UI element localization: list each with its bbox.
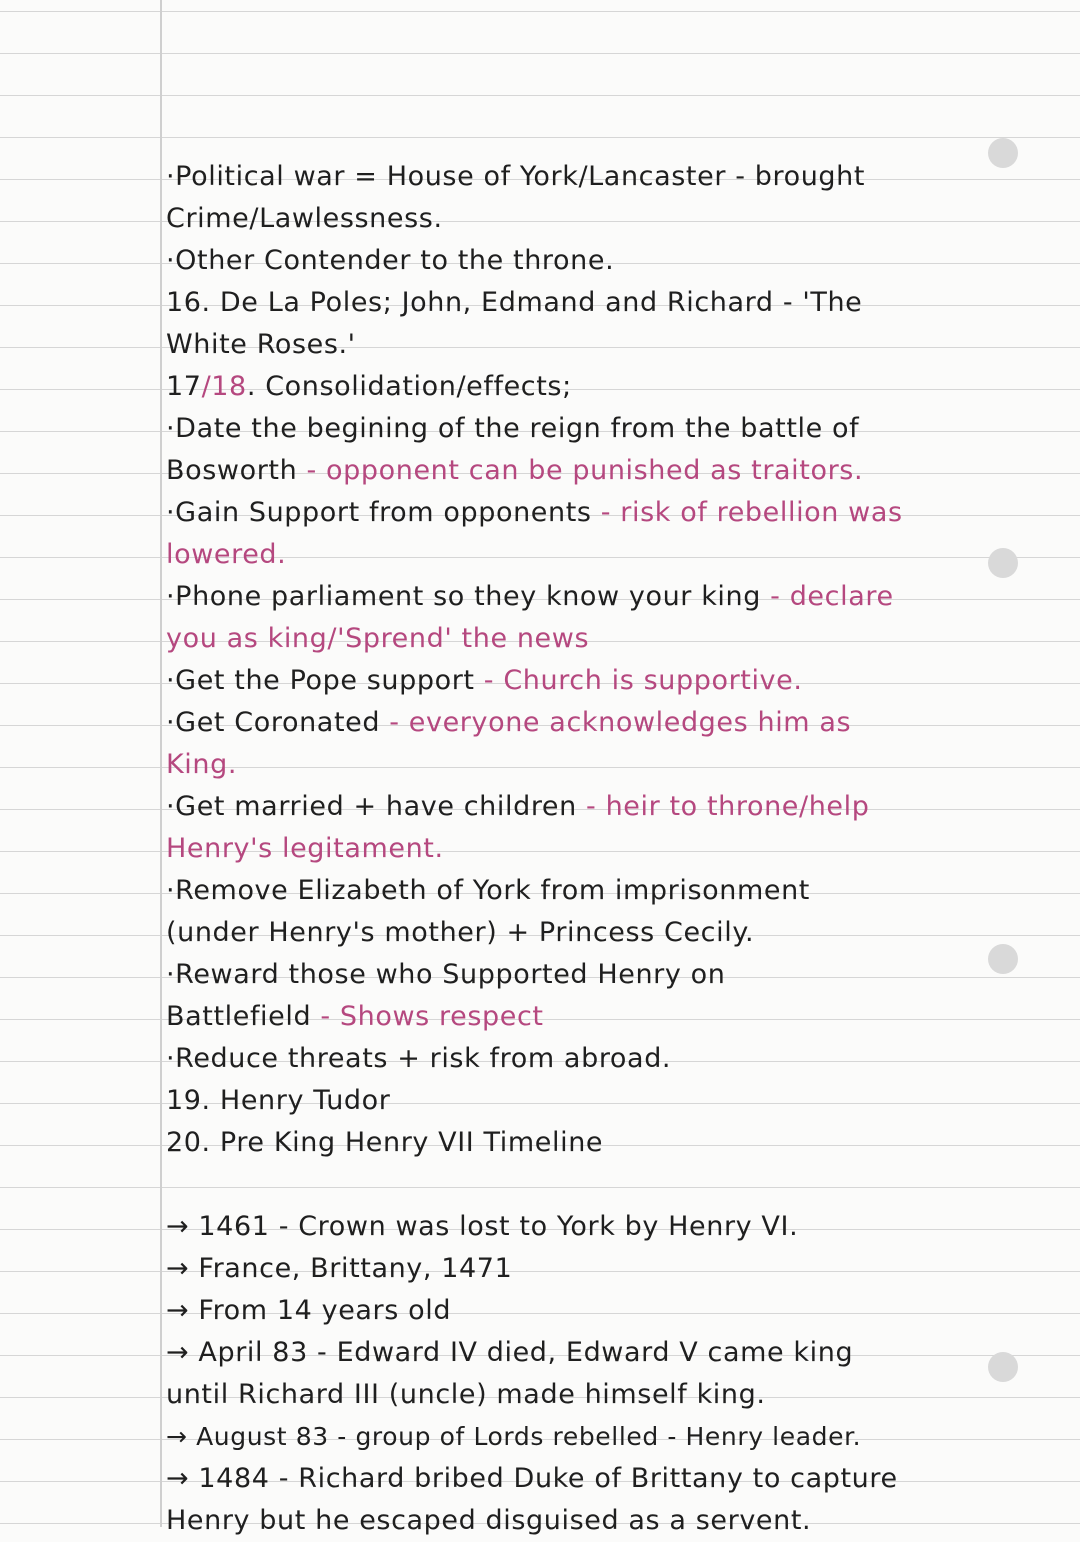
note-line (166, 1248, 1056, 1290)
note-line (166, 1122, 1056, 1164)
note-text: 19. Henry Tudor (166, 1085, 391, 1116)
note-text: → France, Brittany, 1471 (166, 1253, 513, 1284)
note-pink-text: - Shows respect (320, 1001, 544, 1032)
note-pink-text: - opponent can be punished as traitors. (306, 455, 864, 486)
note-line (166, 1038, 1056, 1080)
note-text: ·Get the Pope support (166, 665, 484, 696)
note-line (166, 996, 1056, 1038)
note-line (166, 1080, 1056, 1122)
note-text: until Richard III (uncle) made himself king. (166, 1379, 766, 1410)
note-line (166, 954, 1056, 996)
note-text: → 1461 - Crown was lost to York by Henry VI. (166, 1211, 799, 1242)
note-text: (under Henry's mother) + Princess Cecily. (166, 917, 755, 948)
note-text: ·Phone parliament so they know your king (166, 581, 771, 612)
note-text: ·Political war = House of York/Lancaster - brought (166, 161, 866, 192)
note-line (166, 702, 1056, 744)
note-line (166, 1206, 1056, 1248)
note-text: → August 83 - group of Lords rebelled - Henry leader. (166, 1422, 862, 1451)
note-line (166, 828, 1056, 870)
note-text: 17 (166, 371, 202, 402)
note-text: Henry but he escaped disguised as a servent. (166, 1505, 812, 1536)
note-text (166, 371, 572, 402)
note-pink-text: /18 (201, 371, 247, 402)
note-line (166, 1458, 1056, 1500)
note-line (166, 576, 1056, 618)
note-text: ·Get married + have children (166, 791, 587, 822)
note-line (166, 408, 1056, 450)
note-line (166, 870, 1056, 912)
note-line (166, 240, 1056, 282)
note-text: White Roses.' (166, 329, 356, 360)
note-line (166, 1500, 1056, 1542)
note-pink-text: - Church is supportive. (483, 665, 803, 696)
note-line (166, 450, 1056, 492)
note-line (166, 1374, 1056, 1416)
note-line (166, 282, 1056, 324)
note-text: → April 83 - Edward IV died, Edward V came king (166, 1337, 854, 1368)
note-pink-text: Henry's legitament. (166, 833, 444, 864)
note-text: 20. Pre King Henry VII Timeline (166, 1127, 604, 1158)
note-line (166, 744, 1056, 786)
note-text: 16. De La Poles; John, Edmand and Richard - 'The (166, 287, 863, 318)
note-text: ·Gain Support from opponents (166, 497, 601, 528)
note-text: . Consolidation/effects; (246, 371, 572, 402)
note-line (166, 1416, 1056, 1458)
note-line (166, 324, 1056, 366)
note-pink-text: lowered. (166, 539, 287, 570)
note-pink-text: - declare (770, 581, 894, 612)
note-text: ·Reduce threats + risk from abroad. (166, 1043, 672, 1074)
note-pink-text: - everyone acknowledges him as (389, 707, 852, 738)
note-text: Battlefield (166, 1001, 321, 1032)
note-text: ·Reward those who Supported Henry on (166, 959, 726, 990)
note-line (166, 156, 1056, 198)
margin-line (160, 0, 162, 1527)
note-pink-text: - heir to throne/help (586, 791, 870, 822)
note-pink-text: King. (166, 749, 238, 780)
note-text: ·Other Contender to the throne. (166, 245, 615, 276)
note-text: Bosworth (166, 455, 307, 486)
note-line (166, 1290, 1056, 1332)
note-line (166, 786, 1056, 828)
note-line (166, 198, 1056, 240)
note-text: ·Remove Elizabeth of York from imprisonment (166, 875, 810, 906)
note-text: ·Get Coronated (166, 707, 390, 738)
note-pink-text: you as king/'Sprend' the news (166, 623, 590, 654)
note-line (166, 912, 1056, 954)
note-line (166, 492, 1056, 534)
note-text: → 1484 - Richard bribed Duke of Brittany to capture (166, 1463, 898, 1494)
note-pink-text: - risk of rebellion was (600, 497, 903, 528)
note-text: Crime/Lawlessness. (166, 203, 443, 234)
note-line (166, 618, 1056, 660)
note-text: → From 14 years old (166, 1295, 452, 1326)
note-line (166, 1164, 1056, 1206)
note-line (166, 1332, 1056, 1374)
note-line (166, 660, 1056, 702)
note-line (166, 366, 1056, 408)
handwritten-notes (166, 156, 1056, 1542)
note-line (166, 534, 1056, 576)
note-text: ·Date the begining of the reign from the battle of (166, 413, 860, 444)
